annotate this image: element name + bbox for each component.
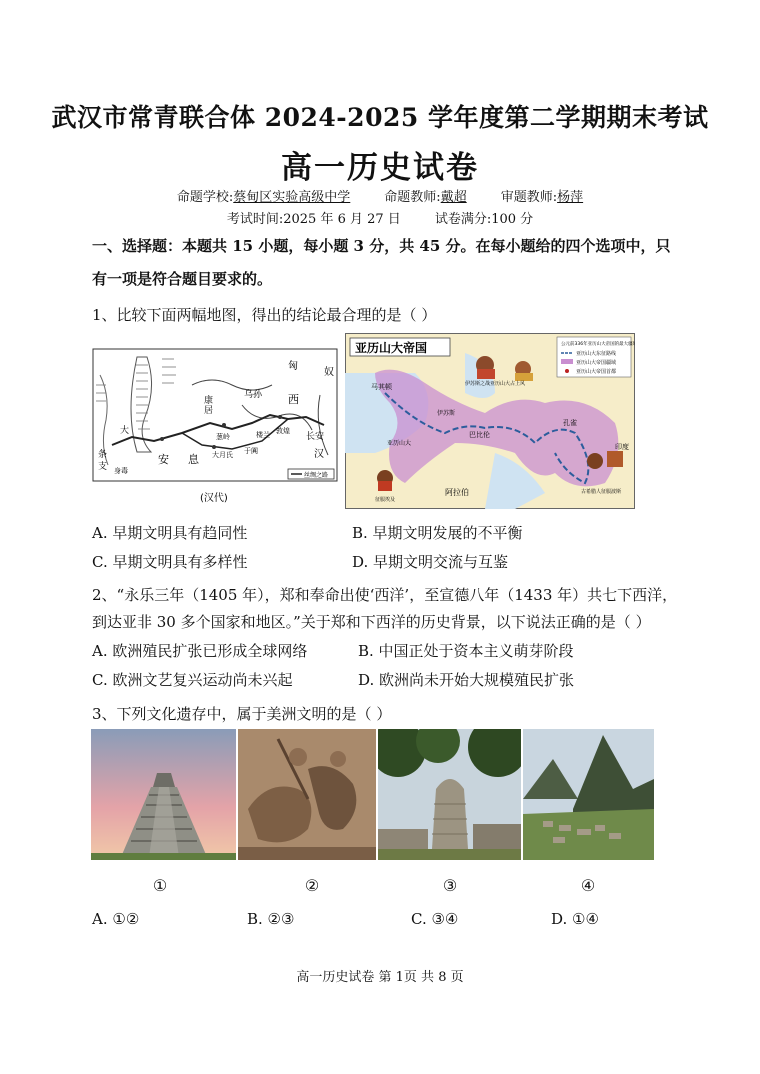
han-map-label: 大月氏 bbox=[212, 451, 233, 459]
q3-image-label-3: ③ bbox=[442, 876, 458, 895]
alexander-map-label: 马其顿 bbox=[371, 383, 392, 391]
q2-option-c[interactable]: C. 欧洲文艺复兴运动尚未兴起 bbox=[92, 671, 293, 689]
q1-option-a[interactable]: A. 早期文明具有趋同性 bbox=[92, 524, 248, 542]
q1-option-c[interactable]: C. 早期文明具有多样性 bbox=[92, 553, 248, 571]
reviewer-name: 杨萍 bbox=[557, 190, 584, 205]
exam-subtitle: 高一历史试卷 bbox=[281, 150, 479, 186]
han-map-label: 于阗 bbox=[244, 447, 258, 455]
photo-maya-pyramid bbox=[91, 729, 236, 860]
q1-option-b[interactable]: B. 早期文明发展的不平衡 bbox=[352, 524, 523, 542]
q2-stem bbox=[92, 582, 682, 636]
q3-image-label-4: ④ bbox=[580, 876, 596, 895]
alexander-empire-map bbox=[345, 333, 635, 509]
q2-stem-line2: 到达亚非 30 多个国家和地区。”关于郑和下西洋的历史背景，以下说法正确的是（ ） bbox=[92, 613, 651, 631]
han-map-label: 乌孙 bbox=[244, 390, 263, 400]
q2-option-a[interactable]: A. 欧洲殖民扩张已形成全球网络 bbox=[92, 642, 308, 660]
alexander-map-caption: 古希腊人征服波斯 bbox=[581, 489, 622, 495]
alexander-map-label: 印度 bbox=[615, 443, 629, 451]
han-map-label: 康 bbox=[204, 396, 214, 406]
q2-option-b[interactable]: B. 中国正处于资本主义萌芽阶段 bbox=[358, 642, 574, 660]
q3-option-b[interactable]: B. ②③ bbox=[247, 910, 295, 928]
q3-image-label-2: ② bbox=[304, 876, 320, 895]
q3-option-c[interactable]: C. ③④ bbox=[411, 910, 459, 928]
page-footer: 高一历史试卷 第 1页 共 8 页 bbox=[296, 970, 464, 985]
han-map-label: 大 bbox=[120, 426, 130, 436]
han-map-label: 身毒 bbox=[114, 467, 128, 475]
school-label: 命题学校: bbox=[176, 190, 234, 205]
han-map-label: 敦煌 bbox=[276, 427, 290, 435]
q1-stem: 1、比较下面两幅地图，得出的结论最合理的是（ ） bbox=[92, 306, 437, 324]
han-map-label: 安 bbox=[158, 453, 169, 466]
han-map-label: 汉 bbox=[314, 449, 324, 460]
alexander-map-title: 亚历山大帝国 bbox=[355, 341, 428, 355]
han-map-drawing bbox=[92, 345, 338, 510]
han-map-label: 楼兰 bbox=[256, 431, 270, 439]
alexander-map-drawing bbox=[345, 333, 635, 509]
han-map-label: 条 bbox=[98, 450, 108, 460]
alexander-map-label: 巴比伦 bbox=[469, 431, 490, 439]
q3-stem: 3、下列文化遗存中，属于美洲文明的是（ ） bbox=[92, 705, 392, 723]
han-map-legend: 丝绸之路 bbox=[304, 472, 329, 479]
section-heading-line2: 有一项是符合题目要求的。 bbox=[92, 270, 273, 288]
q1-option-d[interactable]: D. 早期文明交流与互鉴 bbox=[352, 553, 509, 571]
alexander-legend-item: 亚历山大东征路线 bbox=[576, 351, 617, 357]
han-map-label: 葱岭 bbox=[216, 433, 230, 441]
alexander-legend-item: 亚历山大帝国疆域 bbox=[576, 360, 617, 366]
alexander-map-label: 伊苏斯 bbox=[437, 410, 456, 417]
alexander-map-label: 孔雀 bbox=[563, 419, 577, 427]
alexander-map-label: 阿拉伯 bbox=[445, 488, 469, 497]
q3-image-label-1: ① bbox=[152, 876, 168, 895]
han-map-label: 匈 bbox=[288, 361, 298, 372]
section-heading-line1: 一、选择题：本题共 15 小题，每小题 3 分，共 45 分。在每小题给的四个选项中，只 bbox=[92, 237, 671, 255]
exam-info bbox=[0, 208, 760, 227]
alexander-map-caption: 伊苏斯之战亚历山大占上风 bbox=[465, 381, 526, 387]
alexander-map-caption: 征服埃及 bbox=[375, 497, 396, 503]
q3-option-a[interactable]: A. ①② bbox=[92, 910, 140, 928]
author-label: 命题教师: bbox=[384, 190, 441, 205]
q2-option-d[interactable]: D. 欧洲尚未开始大规模殖民扩张 bbox=[358, 671, 575, 689]
q2-stem-line1: 2、“永乐三年（1405 年），郑和奉命出使‘西洋’，至宣德八年（1433 年）共七下西洋， bbox=[92, 586, 678, 604]
exam-title: 武汉市常青联合体 2024-2025 学年度第二学期期末考试 bbox=[51, 103, 709, 132]
alexander-legend-title: 公元前336年亚历山大帝国的最大疆域 bbox=[561, 342, 635, 347]
photo-machu-picchu bbox=[523, 729, 654, 860]
alexander-map-label: 亚历山大 bbox=[387, 440, 412, 447]
q3-option-d[interactable]: D. ①④ bbox=[551, 910, 599, 928]
reviewer-label: 审题教师: bbox=[500, 190, 558, 205]
exam-authors bbox=[0, 186, 760, 205]
exam-time: 考试时间:2025 年 6 月 27 日 bbox=[226, 212, 401, 227]
han-map-label: 西 bbox=[288, 393, 299, 406]
han-silk-road-map bbox=[92, 345, 338, 510]
full-score: 试卷满分:100 分 bbox=[434, 212, 534, 227]
alexander-legend-item: 亚历山大帝国首都 bbox=[576, 369, 617, 375]
han-map-label: 奴 bbox=[324, 367, 334, 378]
han-map-label: 息 bbox=[188, 453, 199, 466]
photo-great-zimbabwe bbox=[378, 729, 521, 860]
han-map-label: 支 bbox=[98, 462, 108, 472]
han-map-label: 居 bbox=[204, 406, 214, 416]
photo-assyrian-relief bbox=[238, 729, 376, 860]
han-map-label: 长安 bbox=[306, 432, 325, 442]
author-name: 戴超 bbox=[440, 190, 467, 205]
section-heading bbox=[92, 230, 682, 296]
han-map-caption: (汉代) bbox=[200, 493, 228, 504]
school-name: 蔡甸区实验高级中学 bbox=[233, 190, 351, 205]
